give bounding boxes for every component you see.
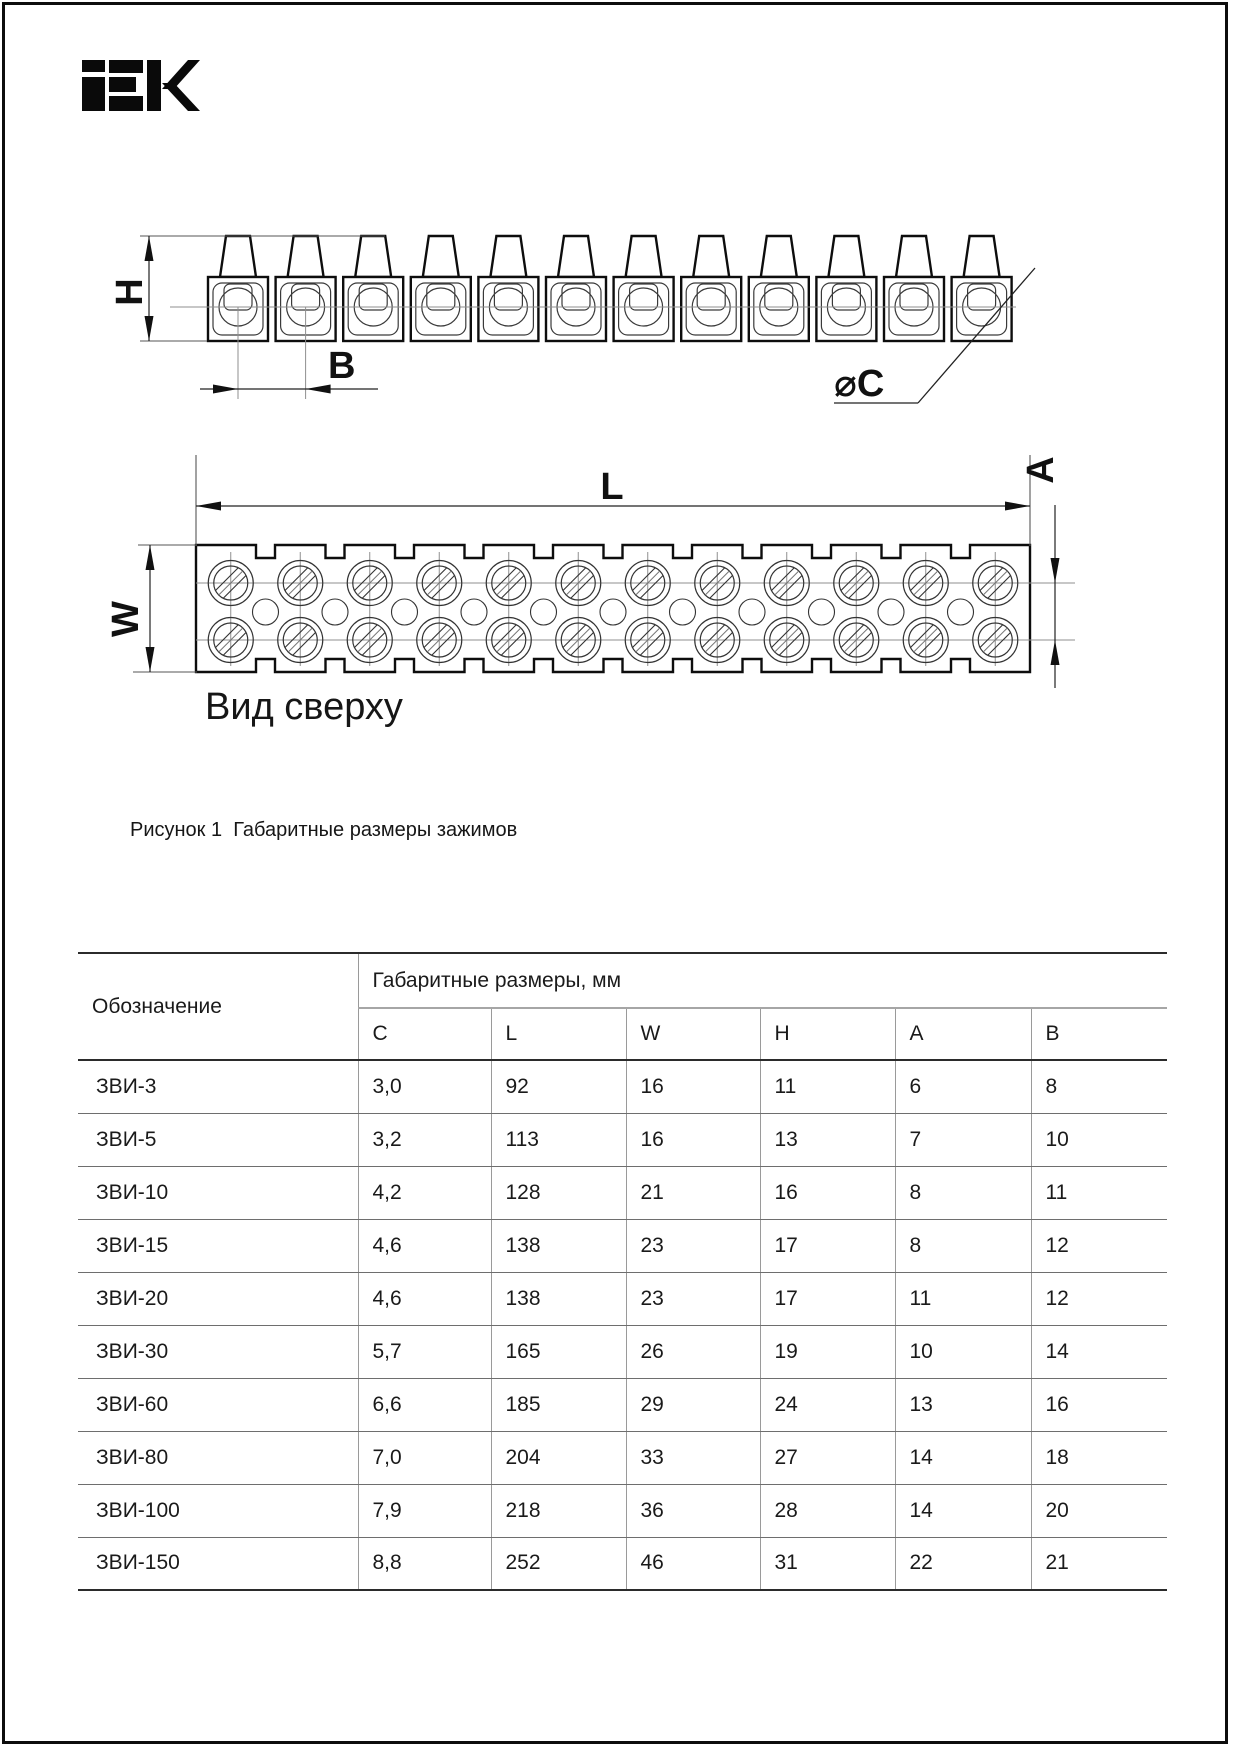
cell-b: 21 [1031, 1537, 1167, 1590]
row-designation: ЗВИ-20 [78, 1272, 358, 1325]
cell-c: 3,0 [358, 1060, 491, 1113]
cell-l: 204 [491, 1431, 626, 1484]
cell-l: 165 [491, 1325, 626, 1378]
cell-a: 7 [895, 1113, 1031, 1166]
col-header-l: L [491, 1008, 626, 1060]
terminal-block [816, 236, 876, 341]
top-view-caption: Вид сверху [205, 686, 403, 728]
cell-a: 6 [895, 1060, 1031, 1113]
cell-b: 8 [1031, 1060, 1167, 1113]
cell-h: 19 [760, 1325, 895, 1378]
cell-h: 11 [760, 1060, 895, 1113]
col-header-c: C [358, 1008, 491, 1060]
table-row [78, 1484, 1167, 1537]
cell-w: 23 [626, 1272, 760, 1325]
cell-c: 5,7 [358, 1325, 491, 1378]
side-view-drawing [140, 236, 1035, 403]
dim-label-h: H [109, 278, 151, 306]
col-header-designation: Обозначение [78, 953, 358, 1060]
row-designation: ЗВИ-3 [78, 1060, 358, 1113]
col-header-a: A [895, 1008, 1031, 1060]
cell-c: 4,6 [358, 1219, 491, 1272]
cell-h: 17 [760, 1272, 895, 1325]
cell-a: 14 [895, 1484, 1031, 1537]
cell-b: 11 [1031, 1166, 1167, 1219]
terminal-block [884, 236, 944, 341]
table-row [78, 1166, 1167, 1219]
cell-b: 20 [1031, 1484, 1167, 1537]
table-row [78, 1431, 1167, 1484]
cell-c: 6,6 [358, 1378, 491, 1431]
row-designation: ЗВИ-5 [78, 1113, 358, 1166]
cell-h: 17 [760, 1219, 895, 1272]
table-row [78, 1113, 1167, 1166]
table-row [78, 1537, 1167, 1590]
col-header-b: B [1031, 1008, 1167, 1060]
col-header-w: W [626, 1008, 760, 1060]
figure-terminal-strip-drawing [0, 0, 1234, 780]
cell-l: 138 [491, 1219, 626, 1272]
terminal-block [952, 236, 1012, 341]
dim-label-diameter-c: ⌀C [834, 363, 885, 405]
row-designation: ЗВИ-80 [78, 1431, 358, 1484]
cell-a: 22 [895, 1537, 1031, 1590]
cell-c: 7,9 [358, 1484, 491, 1537]
cell-w: 16 [626, 1060, 760, 1113]
cell-l: 218 [491, 1484, 626, 1537]
cell-b: 12 [1031, 1219, 1167, 1272]
row-designation: ЗВИ-10 [78, 1166, 358, 1219]
cell-a: 14 [895, 1431, 1031, 1484]
cell-c: 4,2 [358, 1166, 491, 1219]
cell-c: 4,6 [358, 1272, 491, 1325]
row-designation: ЗВИ-30 [78, 1325, 358, 1378]
cell-w: 16 [626, 1113, 760, 1166]
terminal-block [681, 236, 741, 341]
cell-a: 13 [895, 1378, 1031, 1431]
figure-caption: Рисунок 1 Габаритные размеры зажимов [130, 819, 518, 841]
terminal-block [343, 236, 403, 341]
dimensions-table [78, 952, 1167, 1591]
row-designation: ЗВИ-15 [78, 1219, 358, 1272]
cell-h: 24 [760, 1378, 895, 1431]
table-row [78, 1378, 1167, 1431]
cell-w: 23 [626, 1219, 760, 1272]
cell-b: 14 [1031, 1325, 1167, 1378]
cell-b: 10 [1031, 1113, 1167, 1166]
cell-l: 92 [491, 1060, 626, 1113]
terminal-block [478, 236, 538, 341]
terminal-block [749, 236, 809, 341]
cell-h: 28 [760, 1484, 895, 1537]
dim-label-l: L [600, 466, 624, 508]
cell-h: 13 [760, 1113, 895, 1166]
cell-c: 3,2 [358, 1113, 491, 1166]
cell-h: 16 [760, 1166, 895, 1219]
col-header-h: H [760, 1008, 895, 1060]
row-designation: ЗВИ-100 [78, 1484, 358, 1537]
dim-label-b: B [328, 345, 356, 387]
terminal-block [546, 236, 606, 341]
table-row [78, 1325, 1167, 1378]
cell-l: 185 [491, 1378, 626, 1431]
terminal-block [411, 236, 471, 341]
cell-b: 16 [1031, 1378, 1167, 1431]
cell-c: 7,0 [358, 1431, 491, 1484]
table-row [78, 1060, 1167, 1113]
cell-c: 8,8 [358, 1537, 491, 1590]
table-row [78, 1272, 1167, 1325]
cell-b: 18 [1031, 1431, 1167, 1484]
cell-w: 26 [626, 1325, 760, 1378]
cell-w: 29 [626, 1378, 760, 1431]
table-header-group-row [78, 953, 1167, 1008]
cell-h: 27 [760, 1431, 895, 1484]
cell-a: 8 [895, 1219, 1031, 1272]
cell-a: 10 [895, 1325, 1031, 1378]
cell-w: 46 [626, 1537, 760, 1590]
cell-l: 252 [491, 1537, 626, 1590]
cell-b: 12 [1031, 1272, 1167, 1325]
cell-l: 138 [491, 1272, 626, 1325]
cell-l: 128 [491, 1166, 626, 1219]
col-header-dimensions-group: Габаритные размеры, мм [358, 953, 1167, 1008]
cell-l: 113 [491, 1113, 626, 1166]
cell-w: 21 [626, 1166, 760, 1219]
cell-w: 36 [626, 1484, 760, 1537]
cell-w: 33 [626, 1431, 760, 1484]
table-row [78, 1219, 1167, 1272]
row-designation: ЗВИ-60 [78, 1378, 358, 1431]
strip-outline [196, 545, 1030, 672]
terminal-block [614, 236, 674, 341]
cell-h: 31 [760, 1537, 895, 1590]
dim-label-w: W [105, 601, 147, 637]
cell-a: 11 [895, 1272, 1031, 1325]
row-designation: ЗВИ-150 [78, 1537, 358, 1590]
cell-a: 8 [895, 1166, 1031, 1219]
dim-label-a: A [1020, 456, 1062, 484]
